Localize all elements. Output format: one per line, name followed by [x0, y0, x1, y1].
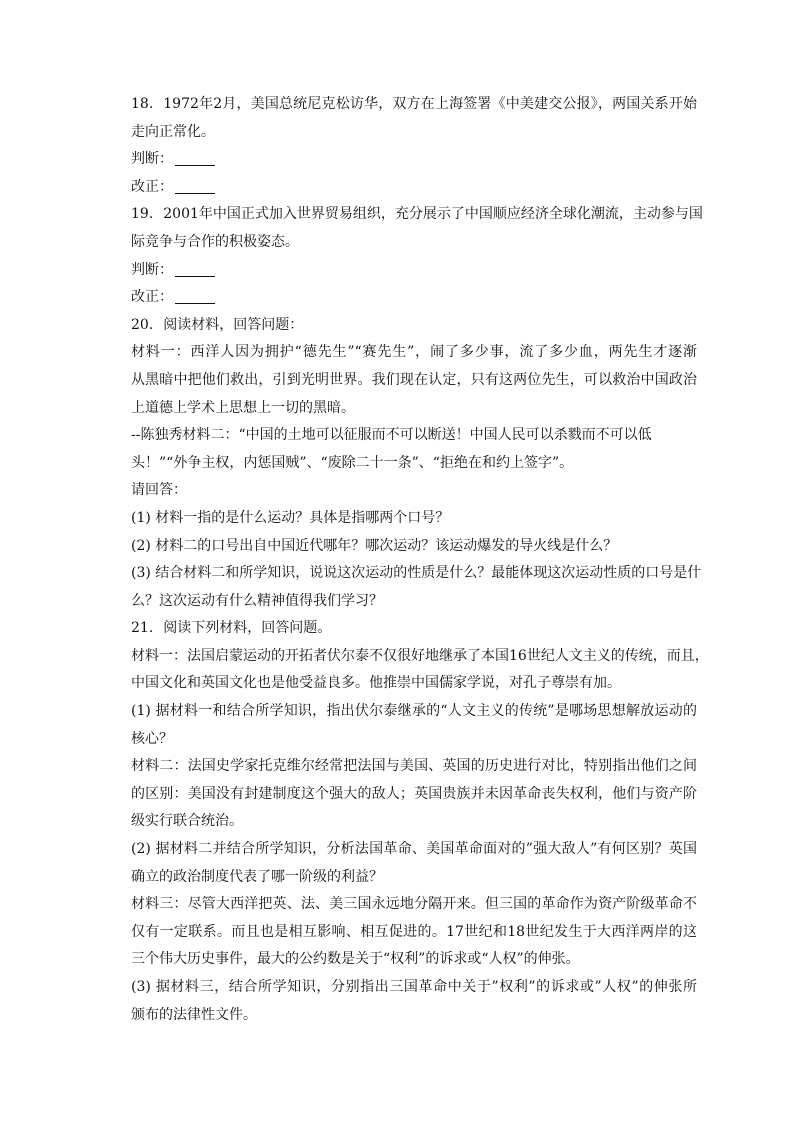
q20-ask: 请回答：: [131, 482, 187, 499]
q20-sub-question-3-line-1: (3) 结合材料二和所学知识，说说这次运动的性质是什么？最能体现这次运动性质的口号是什: [131, 565, 702, 582]
q19-judge-blank[interactable]: [175, 260, 215, 277]
q19-line-1: [131, 201, 703, 229]
q21-number: 21.: [131, 620, 154, 637]
q21-material2-line-1: 材料二：法国史学家托克维尔经常把法国与美国、英国的历史进行对比，特别指出他们之间: [131, 758, 697, 775]
q21-material2-line-2: 的区别：美国没有封建制度这个强大的敌人；英国贵族并未因革命丧失权利，他们与资产阶: [131, 785, 697, 802]
q20-sub-question-1: (1) 材料一指的是什么运动？具体是指哪两个口号？: [131, 509, 450, 526]
q18-correct-label: 改正：: [131, 178, 173, 195]
q18-judge-label: 判断：: [131, 151, 173, 168]
q18-judge-blank[interactable]: [175, 149, 215, 166]
q18-text-1: 1972年2月，美国总统尼克松访华，双方在上海签署《中美建交公报》，两国关系开始: [163, 96, 697, 112]
q21-material3-line-2: 仅有一定联系。而且也是相互影响、相互促进的。17世纪和18世纪发生于大西洋两岸的这: [131, 923, 697, 940]
q21-sub-question-3-line-2: 颁布的法律性文件。: [131, 1006, 257, 1023]
q21-title: 阅读下列材料，回答问题。: [163, 620, 332, 637]
q21-material1-line-2: 中国文化和英国文化也是他受益良多。他推崇中国儒家学说，对孔子尊崇有加。: [131, 675, 621, 692]
q21-material1-line-1: 材料一：法国启蒙运动的开拓者伏尔泰不仅很好地继承了本国16世纪人文主义的传统，而且，: [131, 647, 709, 664]
q20-material1-line-1: 材料一：西洋人因为拥护“德先生”“赛先生”，闹了多少事，流了多少血，两先生才逐渐: [131, 344, 697, 361]
q18-correct-row: [131, 174, 697, 202]
q21-material2-line-3: 级实行联合统治。: [131, 813, 243, 830]
q21-sub-question-2-line-2: 确立的政治制度代表了哪一阶级的利益？: [131, 868, 383, 885]
q19-correct-label: 改正：: [131, 289, 173, 306]
q20-material2-line-1: --陈独秀材料二：“中国的土地可以征服而不可以断送！中国人民可以杀戮而不可以低: [131, 427, 652, 444]
q20-sub-question-2: (2) 材料二的口号出自中国近代哪年？哪次运动？该运动爆发的导火线是什么？: [131, 537, 618, 554]
q19-judge-row: [131, 257, 697, 285]
q20-material2-line-2: 头！”“外争主权，内惩国贼”、“废除二十一条”、“拒绝在和约上签字”。: [131, 454, 574, 471]
q18-line-1: [131, 91, 697, 119]
q18-judge-row: [131, 146, 697, 174]
q19-correct-row: [131, 284, 697, 312]
q20-title-row: [131, 312, 697, 340]
q21-sub-question-1-line-2: 核心？: [131, 730, 173, 747]
q19-text-2: 际竞争与合作的积极姿态。: [131, 233, 299, 250]
q21-material3-line-1: 材料三：尽管大西洋把英、法、美三国永远地分隔开来。但三国的革命作为资产阶级革命不: [131, 896, 697, 913]
q21-material3-line-3: 三个伟大历史事件，最大的公约数是关于“权利”的诉求或“人权”的伸张。: [131, 951, 580, 968]
q18-text-2: 走向正常化。: [131, 123, 215, 140]
q21-sub-question-1-line-1: (1) 据材料一和结合所学知识，指出伏尔泰继承的“人文主义的传统”是哪场思想解放运动的: [131, 703, 697, 720]
q19-correct-blank[interactable]: [175, 287, 215, 304]
q19-number: 19.: [131, 206, 154, 223]
q18-number: 18.: [131, 96, 154, 112]
q20-sub-question-3-line-2: 么？这次运动有什么精神值得我们学习？: [131, 592, 383, 609]
q20-material1-line-2: 从黑暗中把他们救出，引到光明世界。我们现在认定，只有这两位先生，可以救治中国政治: [131, 371, 697, 388]
q19-text-1: 2001年中国正式加入世界贸易组织，充分展示了中国顺应经济全球化潮流，主动参与国: [163, 206, 703, 223]
document-page: [131, 91, 709, 1029]
q19-judge-label: 判断：: [131, 261, 173, 278]
q20-material1-line-3: 上道德上学术上思想上一切的黑暗。: [131, 399, 355, 416]
q21-title-row: [131, 615, 697, 643]
q20-title: 阅读材料，回答问题：: [163, 316, 304, 333]
q21-sub-question-3-line-1: (3) 据材料三，结合所学知识，分别指出三国革命中关于”权利”的诉求或”人权”的伸张所: [131, 979, 697, 995]
q18-correct-blank[interactable]: [175, 177, 215, 194]
q21-sub-question-2-line-1: (2) 据材料二并结合所学知识，分析法国革命、美国革命面对的”强大敌人”有何区别？英国: [131, 841, 697, 858]
q20-number: 20.: [131, 316, 154, 333]
